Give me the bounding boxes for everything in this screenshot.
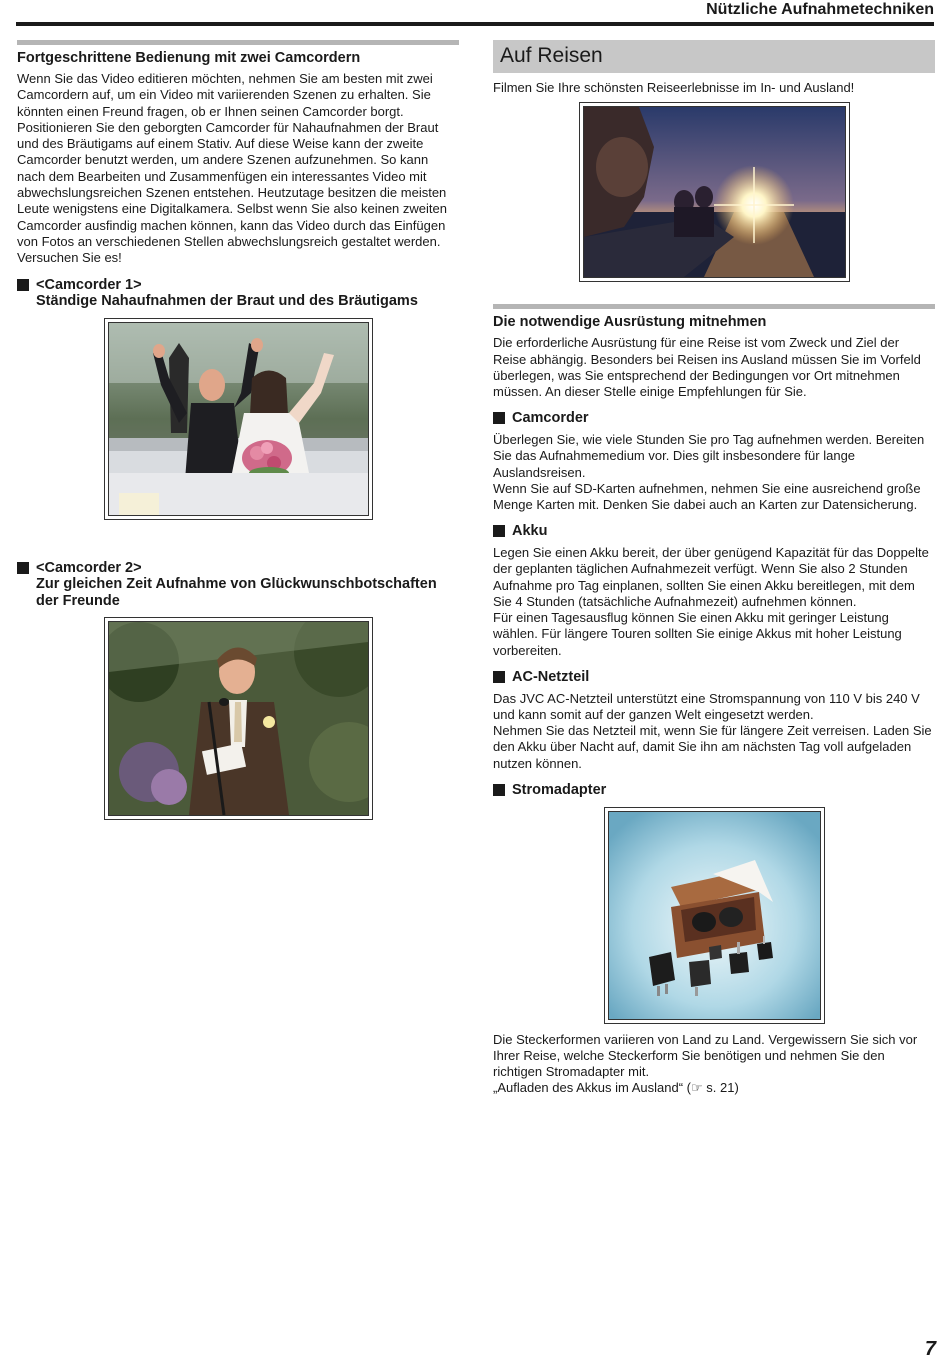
left-column [17,40,459,828]
reference-link-text[interactable]: „Aufladen des Akkus im Ausland“ ( [493,1080,691,1096]
speech-image [109,622,368,815]
ac-text-2: Nehmen Sie das Netzteil mit, wenn Sie für längere Zeit verreisen. Laden Sie den Akku über Nacht auf, damit Sie ihn am nächsten Tag voll aufgeladen nutzen können. [493,723,932,771]
sunset-photo-frame [579,102,850,282]
square-bullet-icon [493,525,505,537]
adapter-title: Stromadapter [512,782,607,799]
camcorder2-caption: Zur gleichen Zeit Aufnahme von Glückwunschbotschaften der Freunde [36,576,437,609]
ac-heading [493,669,935,686]
camcorder2-label: <Camcorder 2> [36,559,142,576]
adapter-text-1: Die Steckerformen variieren von Land zu Land. Vergewissern Sie sich vor Ihrer Reise, welche Steckerform Sie benötigen und nehmen Sie den richtigen Stromadapter mit. [493,1031,918,1080]
square-bullet-icon [17,279,29,291]
camcorder1-caption: Ständige Nahaufnahmen der Braut und des Bräutigams [36,293,418,310]
camcorder-title: Camcorder [512,410,589,427]
camcorder1-heading [17,277,459,310]
speech-photo [108,621,369,816]
speech-photo-frame [104,617,373,820]
square-bullet-icon [17,562,29,574]
square-bullet-icon [493,784,505,796]
equipment-intro: Die erforderliche Ausrüstung für eine Reise ist vom Zweck und Ziel der Reise abhängig. Besonders bei Reisen ins Ausland müssen Sie im Vorfeld überlegen, was Sie entsprechend der Bedingungen vor Ort mitnehmen müssen. An dieser Stelle einige Empfehlungen für Sie. [493,335,921,400]
right-column [493,40,935,1097]
square-bullet-icon [493,412,505,424]
adapter-photo-frame [604,807,825,1024]
ac-title: AC-Netzteil [512,669,590,686]
sunset-photo [583,106,846,278]
wedding-couple-photo-frame [104,318,373,520]
two-camcorders-intro: Wenn Sie das Video editieren möchten, nehmen Sie am besten mit zwei Camcordern auf, um ein Video mit variierenden Szenen zu erhalten. Sie könnten einen Freund fragen, ob er Ihnen seinen Camcorder borgt. Positionieren Sie den geborgten Camcorder für Nahaufnahmen der Braut und des Bräutigams auf einem Stativ. Auf diese Weise kann der zweite Camcorder benutzt werden, um andere Szenen aufzunehmen. So kann nach dem Bearbeiten und Zusammenfügen ein interessantes Video mit abwechslungsreichen Szenen entstehen. Heutzutage besitzen die meisten Leute wenigstens eine Digitalkamera. Selbst wenn Sie also keinen zweiten Camcorder ausfindig machen können, kann das Video durch das Einfügen von Fotos an verschiedenen Stellen abwechslungsreich gestaltet werden. Versuchen Sie es! [17,71,447,266]
akku-title: Akku [512,523,548,540]
square-bullet-icon [493,671,505,683]
wedding-couple-photo [108,322,369,516]
akku-heading [493,523,935,540]
wedding-couple-image [109,323,368,515]
header-rule [16,22,934,26]
camcorder-text-1: Überlegen Sie, wie viele Stunden Sie pro Tag aufnehmen werden. Bereiten Sie das Aufnahmemedium vor. Dies gilt insbesondere für lange Auslandsreisen. [493,431,925,480]
akku-text-2: Für einen Tagesausflug können Sie einen Akku mit geringer Leistung wählen. Für längere Touren sollten Sie einige Akkus mit hoher Leistung vorbereiten. [493,610,902,658]
chapter-title: Auf Reisen [493,40,935,73]
section-title-two-camcorders: Fortgeschrittene Bedienung mit zwei Camcordern [17,40,459,66]
sunset-image [584,107,845,277]
running-header: Nützliche Aufnahmetechniken [706,1,934,18]
pointing-hand-icon: ☞ [691,1080,703,1096]
reference-page[interactable]: s. 21) [706,1080,739,1096]
adapter-heading [493,782,935,799]
adapter-image [609,812,820,1019]
chapter-intro: Filmen Sie Ihre schönsten Reiseerlebnisse im In- und Ausland! [493,80,855,95]
ac-text-1: Das JVC AC-Netzteil unterstützt eine Stromspannung von 110 V bis 240 V und kann somit auf der ganzen Welt eingesetzt werden. [493,690,920,722]
adapter-photo [608,811,821,1020]
section-title-equipment: Die notwendige Ausrüstung mitnehmen [493,304,935,330]
page-number: 7 [924,1338,936,1360]
camcorder2-heading [17,560,459,610]
camcorder-text-2: Wenn Sie auf SD-Karten aufnehmen, nehmen Sie eine ausreichend große Menge Karten mit. Denken Sie dabei auch an Karten zur Datensicherung. [493,480,921,513]
camcorder1-label: <Camcorder 1> [36,276,142,293]
adapter-reference [493,1080,935,1096]
camcorder-heading [493,410,935,427]
akku-text-1: Legen Sie einen Akku bereit, der über genügend Kapazität für das Doppelte der geplanten täglichen Aufnahmezeit verfügt. Wenn Sie also 2 Stunden Aufnahme pro Tag einplanen, sollten Sie einen Akku bereitlegen, mit dem Sie 4 Stunden (tatsächliche Aufnahmezeit) aufnehmen können. [493,544,929,609]
